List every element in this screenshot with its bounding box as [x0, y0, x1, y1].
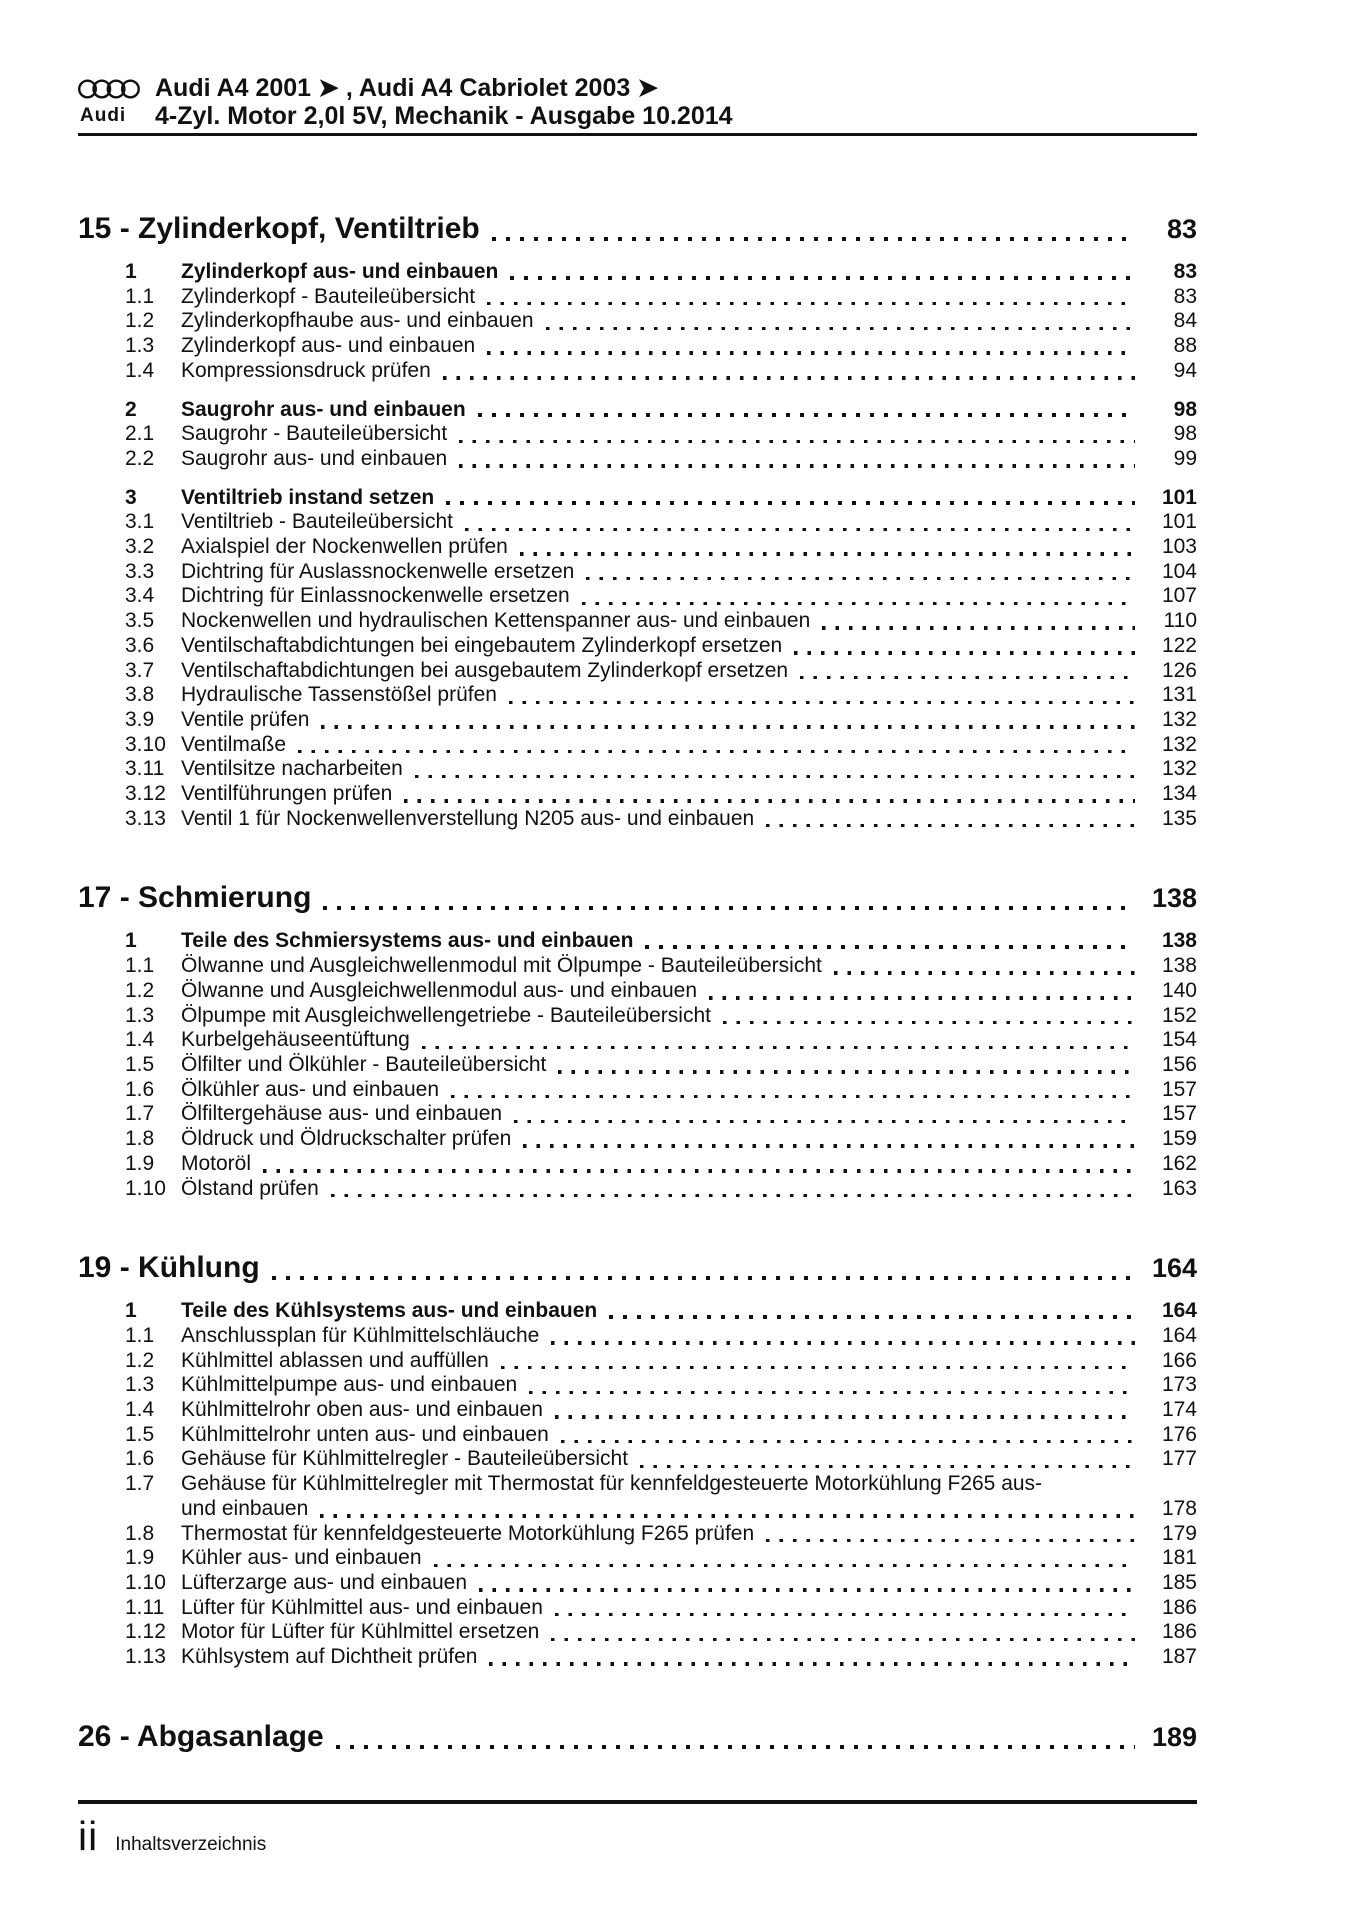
dot-leader [800, 676, 1135, 679]
entry-row [125, 1349, 1197, 1374]
dot-leader [263, 1169, 1135, 1172]
dot-leader [766, 824, 1135, 827]
entry-page-number: 152 [1161, 1003, 1197, 1027]
audi-rings-icon [78, 76, 142, 104]
section-header-row [78, 1251, 1197, 1285]
entry-number: 1.10 [125, 1176, 166, 1200]
entry-number: 3.1 [125, 510, 155, 534]
entry-row [125, 979, 1197, 1004]
entry-title: Lüfter für Kühlmittel aus- und einbauen [181, 1595, 543, 1619]
entry-number: 1.8 [125, 1127, 155, 1151]
entry-row [125, 1299, 1197, 1324]
dot-leader [336, 1745, 1135, 1749]
entry-page-number: 134 [1161, 782, 1197, 806]
toc-section [78, 1720, 1197, 1754]
entry-number: 2.1 [125, 422, 155, 446]
entry-title: Axialspiel der Nockenwellen prüfen [181, 535, 508, 559]
entry-title: Saugrohr aus- und einbauen [181, 446, 448, 470]
dot-leader [298, 750, 1135, 753]
entry-number: 1.13 [125, 1645, 166, 1669]
entry-number: 1.12 [125, 1620, 166, 1644]
entry-number: 1.7 [125, 1102, 155, 1126]
entry-title: Kühler aus- und einbauen [181, 1546, 422, 1570]
entry-row [125, 1571, 1197, 1596]
entry-number: 1.5 [125, 1422, 155, 1446]
entry-row [125, 1127, 1197, 1152]
entry-number: 1.3 [125, 1373, 155, 1397]
dot-leader [640, 1465, 1135, 1468]
entry-number: 3.5 [125, 609, 155, 633]
entry-number: 3.13 [125, 806, 166, 830]
entry-page-number: 179 [1161, 1521, 1197, 1545]
entry-number: 1.3 [125, 1003, 155, 1027]
entry-title: Ölfilter und Ölkühler - Bauteileübersicht [181, 1052, 547, 1076]
entry-title: Kurbelgehäuseentüftung [181, 1028, 410, 1052]
entry-title: Nockenwellen und hydraulischen Kettenspanner aus- und einbauen [181, 609, 811, 633]
dot-leader [723, 1021, 1135, 1024]
entry-title: Gehäuse für Kühlmittelregler mit Thermostat für kennfeldgesteuerte Motorkühlung F265 aus- [181, 1472, 1043, 1496]
entry-title: Dichtring für Auslassnockenwelle ersetzen [181, 559, 575, 583]
entry-title: Ölfiltergehäuse aus- und einbauen [181, 1102, 503, 1126]
entry-page-number: 107 [1161, 584, 1197, 608]
header-edition-line: 4-Zyl. Motor 2,0l 5V, Mechanik - Ausgabe 10.2014 [155, 101, 733, 130]
dot-leader [479, 1588, 1135, 1591]
dot-leader [422, 1046, 1135, 1049]
entry-row [125, 1645, 1197, 1670]
section-header-row [78, 212, 1197, 246]
entry-page-number: 157 [1161, 1102, 1197, 1126]
entry-row [125, 359, 1197, 384]
entry-page-number: 156 [1161, 1052, 1197, 1076]
entry-row [125, 334, 1197, 359]
header-model-line: Audi A4 2001 ➤ , Audi A4 Cabriolet 2003 ➤ [155, 74, 659, 102]
entry-number: 1.6 [125, 1447, 155, 1471]
entry-number: 1.8 [125, 1521, 155, 1545]
dot-leader [323, 906, 1135, 910]
dot-leader [459, 464, 1135, 467]
dot-leader [446, 501, 1135, 505]
entry-row [125, 782, 1197, 807]
dot-leader [555, 1613, 1135, 1616]
section-page-number: 164 [1151, 1253, 1197, 1284]
entry-row [125, 510, 1197, 535]
entry-number: 2 [125, 397, 137, 421]
entry-title: Saugrohr aus- und einbauen [181, 397, 466, 421]
entry-number: 3.4 [125, 584, 155, 608]
section-label: 15 - Zylinderkopf, Ventiltrieb [78, 212, 480, 245]
dot-leader [555, 1415, 1135, 1418]
entry-page-number: 140 [1161, 978, 1197, 1002]
entry-row [125, 708, 1197, 733]
entry-page-number: 126 [1161, 658, 1197, 682]
entry-title: Lüfterzarge aus- und einbauen [181, 1570, 468, 1594]
entry-number: 1.9 [125, 1151, 155, 1175]
entry-number: 1.4 [125, 1398, 155, 1422]
dot-leader [331, 1194, 1135, 1197]
entry-number: 1.9 [125, 1546, 155, 1570]
entry-title: Kühlmittelrohr unten aus- und einbauen [181, 1422, 549, 1446]
entry-number: 3.8 [125, 683, 155, 707]
entry-title: Teile des Schmiersystems aus- und einbauen [181, 929, 634, 953]
entry-page-number: 98 [1173, 397, 1197, 421]
dot-leader [492, 237, 1135, 241]
entry-page-number: 164 [1161, 1299, 1197, 1323]
toc-section [78, 212, 1197, 831]
entry-row [125, 609, 1197, 634]
entry-row [125, 1053, 1197, 1078]
dot-leader [478, 413, 1135, 417]
entry-title: Hydraulische Tassenstößel prüfen [181, 683, 497, 707]
entry-number: 3.10 [125, 732, 166, 756]
entry-number: 3 [125, 485, 137, 509]
entry-page-number: 132 [1161, 757, 1197, 781]
entry-row [125, 1423, 1197, 1448]
section-label: 26 - Abgasanlage [78, 1719, 324, 1753]
entry-title: Ventilschaftabdichtungen bei eingebautem Zylinderkopf ersetzen [181, 633, 783, 657]
dot-leader [434, 1564, 1135, 1567]
entry-page-number: 159 [1161, 1127, 1197, 1151]
section-page-number: 138 [1151, 883, 1197, 914]
entry-row [125, 260, 1197, 285]
entry-number: 3.12 [125, 782, 166, 806]
entry-title: Zylinderkopf aus- und einbauen [181, 260, 499, 283]
entry-number: 1.2 [125, 309, 155, 333]
entry-title: Ventil 1 für Nockenwellenverstellung N205 aus- und einbauen [181, 806, 755, 830]
dot-leader [509, 701, 1135, 704]
entry-number: 3.6 [125, 633, 155, 657]
entry-row [125, 1398, 1197, 1423]
entry-number: 1 [125, 260, 137, 283]
entry-row [125, 634, 1197, 659]
entry-number: 1.2 [125, 1348, 155, 1372]
toc-section [78, 1251, 1197, 1670]
entry-title: Kühlmittelpumpe aus- und einbauen [181, 1373, 518, 1397]
dot-leader [561, 1440, 1135, 1443]
entry-row [125, 285, 1197, 310]
dot-leader [834, 971, 1135, 974]
entry-page-number: 84 [1173, 309, 1197, 333]
entry-row [125, 398, 1197, 423]
entry-row [125, 422, 1197, 447]
entry-number: 3.3 [125, 559, 155, 583]
section-page-number: 189 [1151, 1721, 1197, 1752]
entry-title: Thermostat für kennfeldgesteuerte Motorkühlung F265 prüfen [181, 1521, 755, 1545]
page-footer [78, 1800, 1197, 1859]
entry-row [125, 1447, 1197, 1472]
entry-page-number: 174 [1161, 1398, 1197, 1422]
dot-leader [320, 1514, 1135, 1517]
entry-title: Zylinderkopf - Bauteileübersicht [181, 284, 476, 308]
entry-page-number: 186 [1161, 1595, 1197, 1619]
entry-row [125, 1102, 1197, 1127]
entry-page-number: 98 [1173, 422, 1197, 446]
entry-row [125, 584, 1197, 609]
entry-page-number: 162 [1161, 1151, 1197, 1175]
entry-page-number: 186 [1161, 1620, 1197, 1644]
dot-leader [586, 577, 1135, 580]
dot-leader [272, 1276, 1135, 1280]
dot-leader [501, 1366, 1135, 1369]
toc-section [78, 881, 1197, 1201]
entry-title: Zylinderkopf aus- und einbauen [181, 334, 476, 358]
entry-page-number: 132 [1161, 707, 1197, 731]
entry-page-number: 177 [1161, 1447, 1197, 1471]
dot-leader [645, 945, 1135, 949]
dot-leader [404, 799, 1135, 802]
entry-number: 1.6 [125, 1077, 155, 1101]
entry-title: Teile des Kühlsystems aus- und einbauen [181, 1299, 598, 1323]
dot-leader [794, 651, 1135, 654]
dot-leader [529, 1391, 1135, 1394]
entry-row [125, 309, 1197, 334]
section-label: 17 - Schmierung [78, 881, 312, 915]
entry-row [125, 954, 1197, 979]
entry-title: Motor für Lüfter für Kühlmittel ersetzen [181, 1620, 540, 1644]
entry-title: Öldruck und Öldruckschalter prüfen [181, 1127, 512, 1151]
entry-number: 1.11 [125, 1595, 165, 1619]
footer-page-roman: ii [78, 1813, 99, 1859]
dot-leader [415, 775, 1135, 778]
dot-leader [558, 1070, 1135, 1073]
entry-number: 1.5 [125, 1052, 155, 1076]
toc [78, 212, 1197, 1754]
entry-page-number: 122 [1161, 633, 1197, 657]
entry-row [125, 560, 1197, 585]
entry-page-number: 104 [1161, 559, 1197, 583]
entry-page-number: 94 [1173, 358, 1197, 382]
entry-row [125, 1546, 1197, 1571]
dot-leader [523, 1144, 1135, 1147]
entry-number: 1 [125, 1299, 137, 1323]
entry-page-number: 163 [1161, 1176, 1197, 1200]
entry-page-number: 83 [1173, 260, 1197, 283]
entry-page-number: 83 [1173, 284, 1197, 308]
entry-row [125, 1472, 1197, 1497]
entry-title: Ölwanne und Ausgleichwellenmodul mit Ölpumpe - Bauteileübersicht [181, 954, 822, 978]
entry-number: 2.2 [125, 446, 155, 470]
entry-number: 3.9 [125, 707, 155, 731]
entry-page-number: 132 [1161, 732, 1197, 756]
dot-leader [551, 1638, 1135, 1641]
entry-page-number: 176 [1161, 1422, 1197, 1446]
entry-page-number: 138 [1161, 954, 1197, 978]
entry-page-number: 138 [1161, 929, 1197, 953]
entry-number: 1.4 [125, 1028, 155, 1052]
entry-row-continuation [125, 1497, 1197, 1522]
entry-title: Ventiltrieb - Bauteileübersicht [181, 510, 453, 534]
dot-leader [510, 276, 1135, 280]
entry-row [125, 757, 1197, 782]
entry-number: 1.1 [125, 954, 155, 978]
entry-page-number: 135 [1161, 806, 1197, 830]
entry-row [125, 1078, 1197, 1103]
entry-row [125, 1596, 1197, 1621]
dot-leader [546, 327, 1135, 330]
entry-page-number: 173 [1161, 1373, 1197, 1397]
entry-title: Dichtring für Einlassnockenwelle ersetzen [181, 584, 570, 608]
page-header [78, 75, 1197, 130]
entry-page-number: 101 [1161, 510, 1197, 534]
entry-page-number: 178 [1161, 1496, 1197, 1520]
dot-leader [709, 996, 1135, 999]
entry-number: 1.2 [125, 978, 155, 1002]
entry-row [125, 1620, 1197, 1645]
entry-page-number: 181 [1161, 1546, 1197, 1570]
entry-row [125, 1522, 1197, 1547]
entry-title: Ventiltrieb instand setzen [181, 485, 435, 509]
entry-title: Ölpumpe mit Ausgleichwellengetriebe - Bauteileübersicht [181, 1003, 711, 1027]
dot-leader [609, 1315, 1135, 1319]
entry-title: und einbauen [181, 1496, 309, 1520]
entry-title: Ventilschaftabdichtungen bei ausgebautem Zylinderkopf ersetzen [181, 658, 789, 682]
entry-title: Ventilführungen prüfen [181, 782, 393, 806]
entry-row [125, 486, 1197, 511]
entry-title: Kühlsystem auf Dichtheit prüfen [181, 1645, 478, 1669]
entry-page-number: 99 [1173, 446, 1197, 470]
entry-title: Kompressionsdruck prüfen [181, 358, 431, 382]
entry-title: Ventilsitze nacharbeiten [181, 757, 403, 781]
header-rule [78, 133, 1197, 136]
entry-number: 1 [125, 929, 137, 953]
entry-row [125, 1177, 1197, 1202]
entry-page-number: 88 [1173, 334, 1197, 358]
entry-title: Motoröl [181, 1151, 252, 1175]
entry-row [125, 1004, 1197, 1029]
entry-number: 3.11 [125, 757, 165, 781]
entry-row [125, 807, 1197, 832]
entry-row [125, 535, 1197, 560]
entry-page-number: 131 [1161, 683, 1197, 707]
entry-number: 3.2 [125, 535, 155, 559]
entry-row [125, 1152, 1197, 1177]
entry-title: Ventilmaße [181, 732, 287, 756]
dot-leader [451, 1095, 1135, 1098]
entry-number: 1.3 [125, 334, 155, 358]
entry-title: Anschlussplan für Kühlmittelschläuche [181, 1323, 540, 1347]
entry-page-number: 101 [1161, 485, 1197, 509]
entry-title: Ölwanne und Ausgleichwellenmodul aus- und einbauen [181, 978, 698, 1002]
entry-title: Kühlmittel ablassen und auffüllen [181, 1348, 489, 1372]
dot-leader [487, 351, 1135, 354]
entry-row [125, 659, 1197, 684]
footer-label: Inhaltsverzeichnis [115, 1834, 267, 1855]
dot-leader [487, 302, 1135, 305]
dot-leader [822, 626, 1135, 629]
section-label: 19 - Kühlung [78, 1251, 260, 1285]
dot-leader [459, 440, 1135, 443]
section-header-row [78, 1720, 1197, 1754]
section-header-row [78, 881, 1197, 915]
entry-title: Kühlmittelrohr oben aus- und einbauen [181, 1398, 543, 1422]
entry-title: Ölstand prüfen [181, 1176, 319, 1200]
entry-title: Saugrohr - Bauteileübersicht [181, 422, 448, 446]
entry-title: Ventile prüfen [181, 707, 310, 731]
entry-title: Gehäuse für Kühlmittelregler - Bauteileübersicht [181, 1447, 629, 1471]
entry-row [125, 447, 1197, 472]
dot-leader [465, 528, 1135, 531]
dot-leader [582, 602, 1135, 605]
entry-number: 1.7 [125, 1472, 155, 1496]
entry-page-number: 110 [1163, 609, 1197, 633]
entry-page-number: 164 [1161, 1323, 1197, 1347]
footer-rule [78, 1800, 1197, 1804]
entry-number: 1.4 [125, 358, 155, 382]
dot-leader [443, 376, 1135, 379]
entry-page-number: 185 [1161, 1570, 1197, 1594]
entry-page-number: 187 [1161, 1645, 1197, 1669]
brand-wordmark: Audi [80, 105, 127, 126]
dot-leader [551, 1341, 1135, 1344]
dot-leader [766, 1539, 1135, 1542]
dot-leader [321, 725, 1135, 728]
entry-page-number: 103 [1161, 535, 1197, 559]
entry-row [125, 733, 1197, 758]
dot-leader [489, 1662, 1135, 1665]
entry-row [125, 1324, 1197, 1349]
entry-number: 1.1 [125, 284, 155, 308]
audi-logo [78, 76, 142, 127]
dot-leader [520, 552, 1135, 555]
dot-leader [514, 1120, 1135, 1123]
entry-row [125, 1373, 1197, 1398]
section-page-number: 83 [1166, 214, 1197, 244]
entry-row [125, 929, 1197, 954]
entry-number: 3.7 [125, 658, 155, 682]
entry-page-number: 157 [1161, 1077, 1197, 1101]
entry-page-number: 166 [1161, 1348, 1197, 1372]
entry-number: 1.10 [125, 1570, 166, 1594]
entry-number: 1.1 [125, 1323, 155, 1347]
entry-title: Zylinderkopfhaube aus- und einbauen [181, 309, 534, 333]
entry-row [125, 1028, 1197, 1053]
entry-page-number: 154 [1161, 1028, 1197, 1052]
entry-title: Ölkühler aus- und einbauen [181, 1077, 440, 1101]
entry-row [125, 683, 1197, 708]
